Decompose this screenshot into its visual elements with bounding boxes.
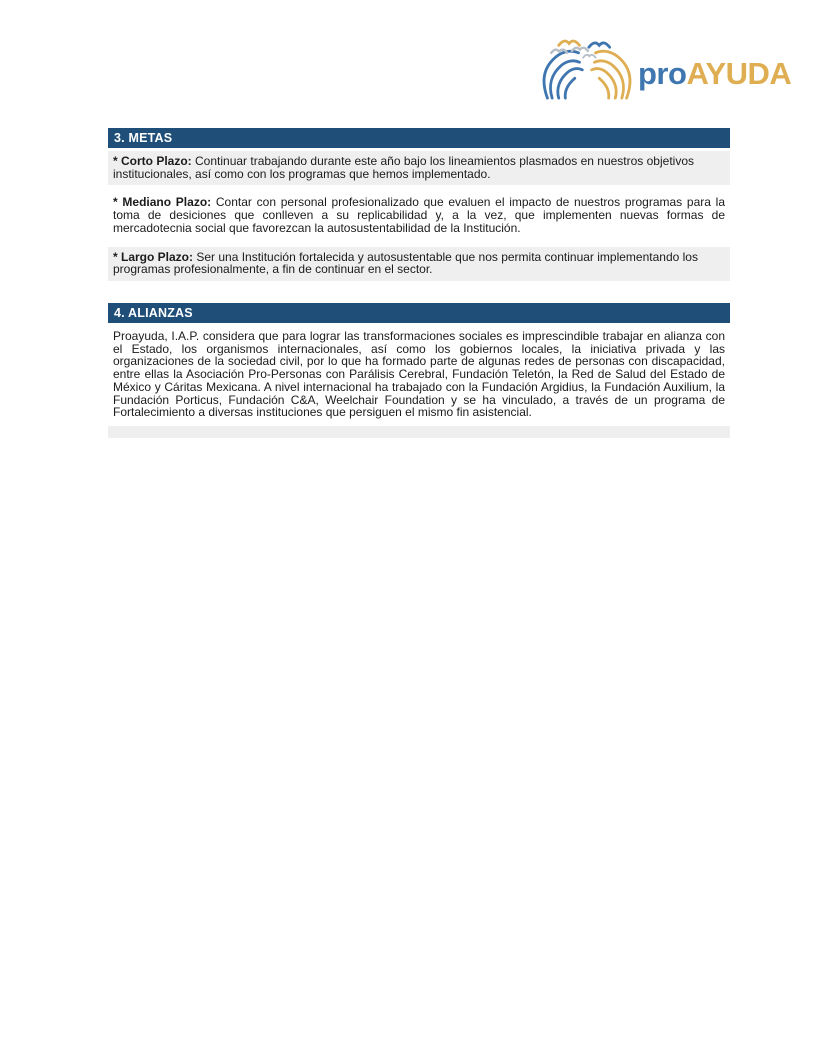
paragraph-largo-plazo	[108, 247, 730, 281]
mediano-plazo-label: * Mediano Plazo:	[113, 195, 212, 210]
logo-text-pro: pro	[638, 56, 687, 91]
hands-heart-birds-icon	[538, 34, 636, 100]
paragraph-mediano-plazo	[108, 192, 730, 239]
mediano-plazo-text: Contar con personal profesionalizado que evaluen el impacto de nuestros programas para la toma de desiciones que conlleven a su replicabilidad y, a la vez, que implementen nuevas formas de mercadotecnia social que favorezcan la autosustentabilidad de la Institución.	[113, 195, 726, 235]
paragraph-alianzas: Proayuda, I.A.P. considera que para lograr las transformaciones sociales es imprescindible trabajar en alianza con el Estado, los organismos internacionales, así como los gobiernos locales, la iniciativa privada y las organizaciones de la sociedad civil, por lo que ha formado parte de algunas redes de personas con discapacidad, entre ellas la Asociación Pro-Personas con Parálisis Cerebral, Fundación Teletón, la Red de Salud del Estado de México y Cáritas Mexicana. A nivel internacional ha trabajado con la Fundación Argidius, la Fundación Auxilium, la Fundación Porticus, Fundación C&A, Weelchair Foundation y se ha vinculado, a través de un programa de Fortalecimiento a diversas instituciones que persiguen el mismo fin asistencial.	[113, 329, 725, 420]
paragraph-corto-plazo	[108, 151, 730, 185]
section-footer-strip	[108, 426, 730, 438]
proayuda-logo	[538, 34, 791, 100]
corto-plazo-text: Continuar trabajando durante este año bajo los lineamientos plasmados en nuestros objetivos institucionales, así como con los programas que hemos implementado.	[113, 154, 694, 181]
section-header-alianzas: 4. ALIANZAS	[108, 303, 730, 323]
largo-plazo-label: * Largo Plazo:	[113, 249, 194, 264]
section-header-metas: 3. METAS	[108, 128, 730, 148]
document-content	[108, 128, 730, 438]
largo-plazo-text: Ser una Institución fortalecida y autosustentable que nos permita continuar implementando los programas profesionalmente, a fin de continuar en el sector.	[113, 249, 698, 277]
logo-wordmark	[638, 58, 791, 89]
corto-plazo-label: * Corto Plazo:	[113, 154, 192, 168]
logo-text-ayuda: AYUDA	[686, 56, 792, 91]
